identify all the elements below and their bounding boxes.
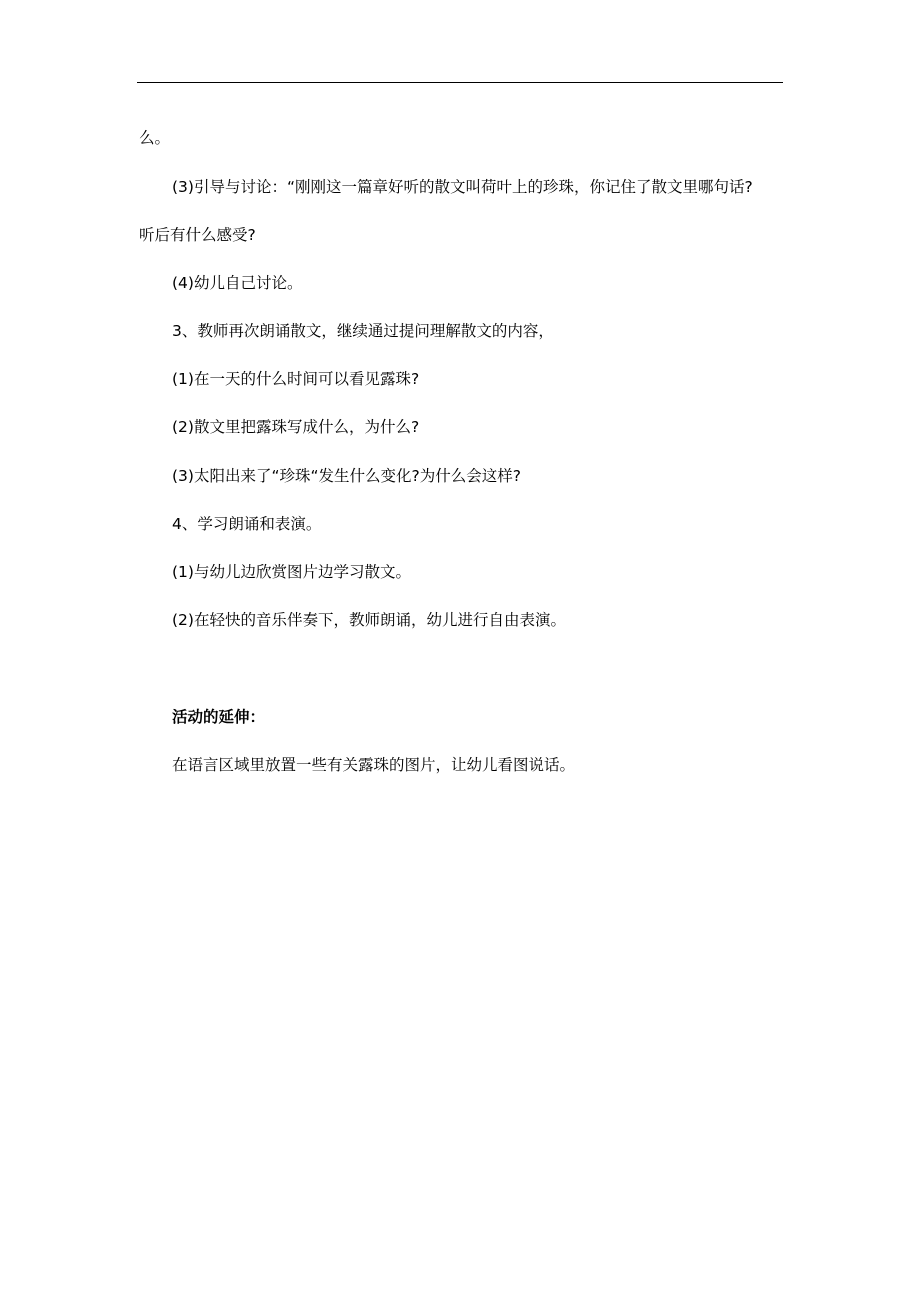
paragraph-line: (4)幼儿自己讨论。	[172, 274, 303, 292]
paragraph-line: 听后有什么感受?	[139, 226, 256, 244]
paragraph-line: 在语言区域里放置一些有关露珠的图片，让幼儿看图说话。	[172, 756, 576, 774]
header-rule	[137, 82, 783, 83]
paragraph-line: (2)在轻快的音乐伴奏下，教师朗诵，幼儿进行自由表演。	[172, 611, 566, 629]
paragraph-line: (1)与幼儿边欣赏图片边学习散文。	[172, 563, 411, 581]
paragraph-line: (3)引导与讨论：“刚刚这一篇章好听的散文叫荷叶上的珍珠，你记住了散文里哪句话?	[172, 178, 753, 196]
paragraph-line: 4、学习朗诵和表演。	[172, 515, 322, 533]
paragraph-line: (2)散文里把露珠写成什么，为什么?	[172, 418, 420, 436]
paragraph-line: 么。	[139, 129, 171, 147]
paragraph-line: 3、教师再次朗诵散文，继续通过提问理解散文的内容，	[172, 322, 554, 340]
section-heading: 活动的延伸：	[172, 708, 266, 726]
paragraph-line: (1)在一天的什么时间可以看见露珠?	[172, 370, 420, 388]
paragraph-line: (3)太阳出来了“珍珠“发生什么变化?为什么会这样?	[172, 467, 521, 485]
